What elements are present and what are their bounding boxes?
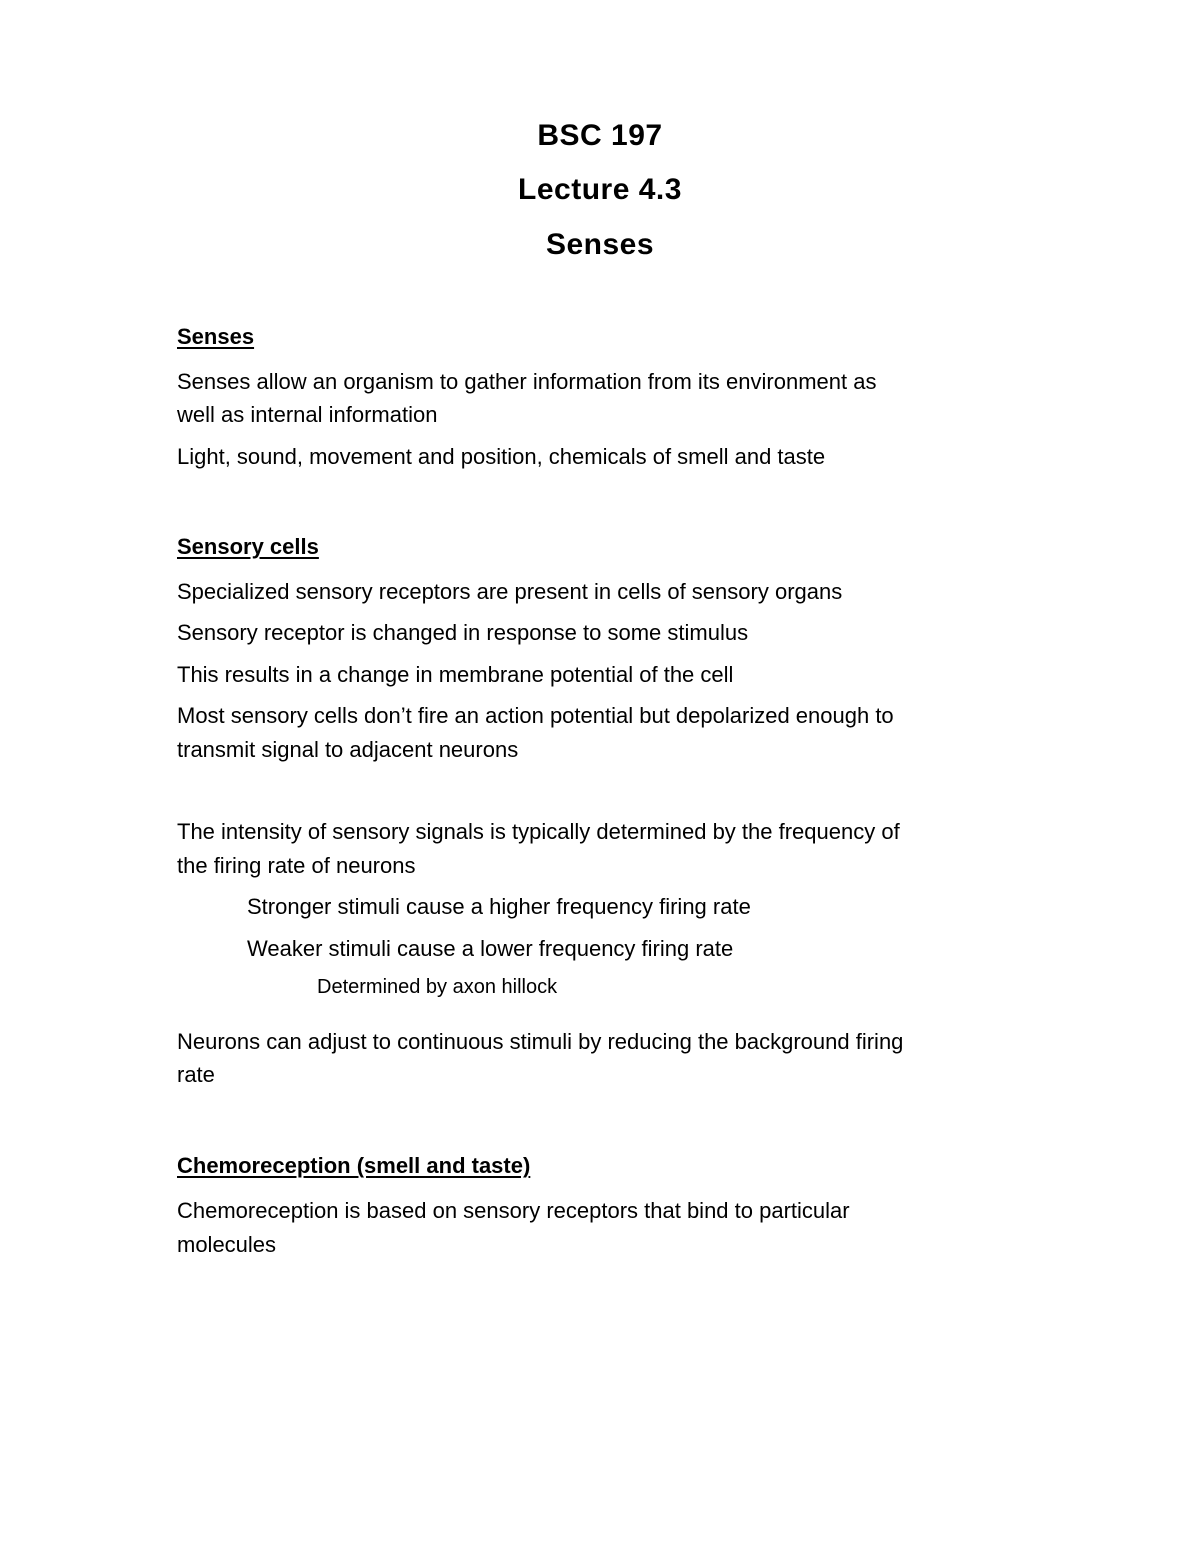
paragraph-line: Sensory receptor is changed in response to some stimulus — [177, 620, 749, 645]
indented-line: Weaker stimuli cause a lower frequency firing rate — [247, 936, 734, 961]
section-heading-chemoreception: Chemoreception (smell and taste) — [177, 1153, 531, 1178]
paragraph-line: well as internal information — [177, 402, 438, 427]
paragraph-line: transmit signal to adjacent neurons — [177, 737, 519, 762]
paragraph-line: the firing rate of neurons — [177, 853, 416, 878]
section-heading-senses: Senses — [177, 324, 255, 349]
paragraph-line: Most sensory cells don’t fire an action potential but depolarized enough to — [177, 703, 894, 728]
paragraph-line: Specialized sensory receptors are present in cells of sensory organs — [177, 579, 843, 604]
paragraph-line: Neurons can adjust to continuous stimuli by reducing the background firing — [177, 1029, 904, 1054]
paragraph-line: The intensity of sensory signals is typically determined by the frequency of — [177, 819, 900, 844]
paragraph-line: This results in a change in membrane potential of the cell — [177, 662, 734, 687]
sub-indented-line: Determined by axon hillock — [317, 976, 558, 998]
course-title: BSC 197 — [537, 119, 663, 152]
paragraph-line: rate — [177, 1062, 215, 1087]
section-heading-sensory-cells: Sensory cells — [177, 534, 319, 559]
lecture-title: Lecture 4.3 — [518, 173, 682, 206]
paragraph-line: molecules — [177, 1232, 277, 1257]
paragraph-line: Chemoreception is based on sensory receptors that bind to particular — [177, 1198, 850, 1223]
topic-title: Senses — [545, 228, 655, 261]
indented-line: Stronger stimuli cause a higher frequency firing rate — [247, 894, 751, 919]
paragraph-line: Senses allow an organism to gather information from its environment as — [177, 369, 877, 394]
paragraph-line: Light, sound, movement and position, chemicals of smell and taste — [177, 444, 826, 469]
